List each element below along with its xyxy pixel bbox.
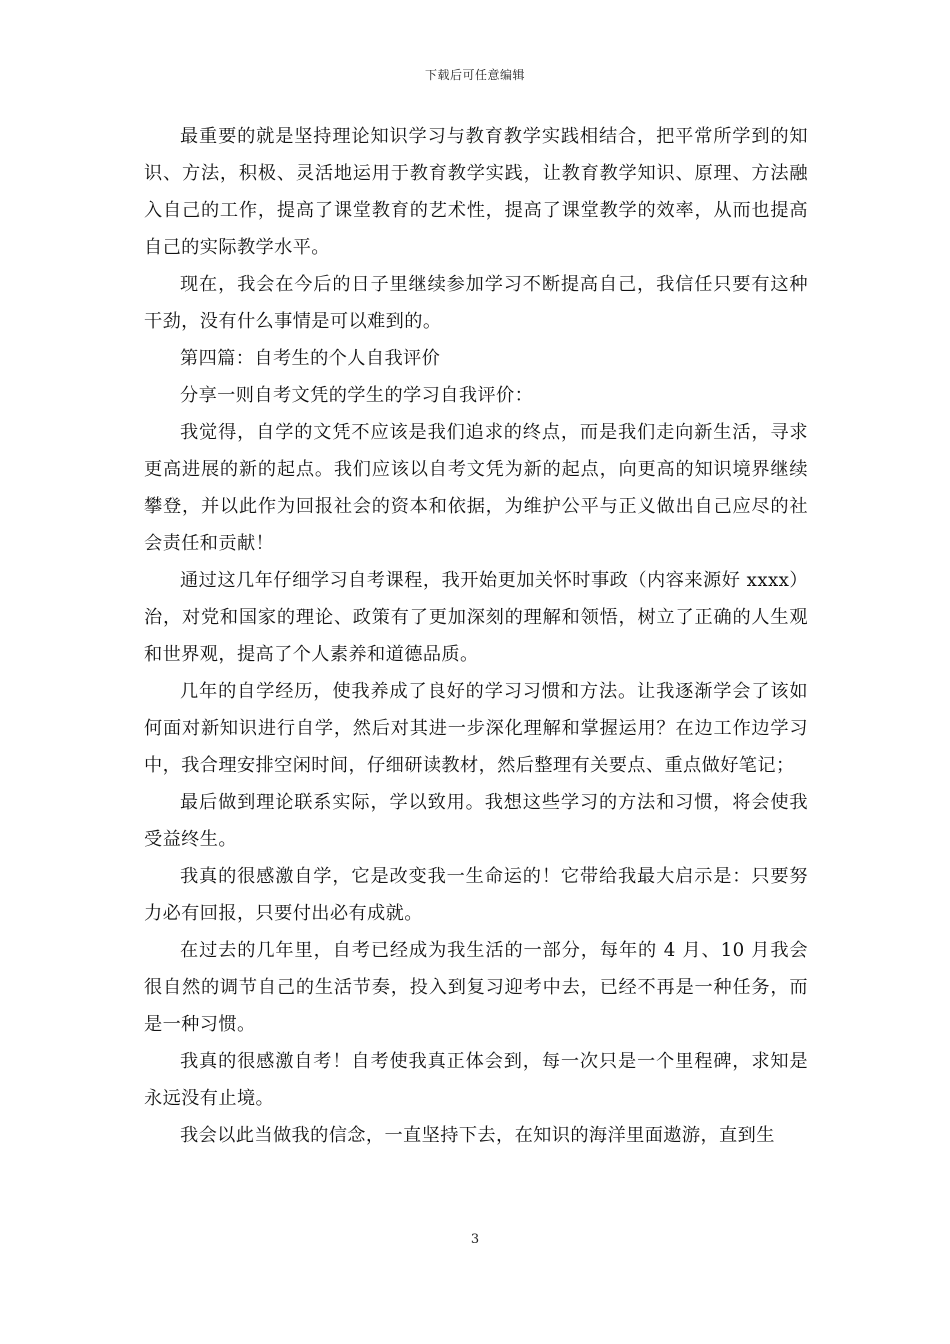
document-body: [144, 118, 808, 1154]
paragraph: 通过这几年仔细学习自考课程，我开始更加关怀时事政（内容来源好 xxxx）治，对党和国家的理论、政策有了更加深刻的理解和领悟，树立了正确的人生观和世界观，提高了个人素养和道德品质。: [144, 570, 808, 665]
paragraph: 我会以此当做我的信念，一直坚持下去，在知识的海洋里面遨游，直到生: [180, 1125, 775, 1146]
paragraph: 现在，我会在今后的日子里继续参加学习不断提高自己，我信任只要有这种干劲，没有什么事情是可以难到的。: [144, 274, 808, 332]
paragraph: 我真的很感激自考！自考使我真正体会到，每一次只是一个里程碑，求知是永远没有止境。: [144, 1051, 808, 1109]
paragraph: 我觉得，自学的文凭不应该是我们追求的终点，而是我们走向新生活，寻求更高进展的新的起点。我们应该以自考文凭为新的起点，向更高的知识境界继续攀登，并以此作为回报社会的资本和依据，为维护公平与正义做出自己应尽的社会责任和贡献！: [144, 422, 808, 554]
paragraph: 最后做到理论联系实际，学以致用。我想这些学习的方法和习惯，将会使我受益终生。: [144, 792, 808, 850]
paragraph: 几年的自学经历，使我养成了良好的学习习惯和方法。让我逐渐学会了该如何面对新知识进行自学，然后对其进一步深化理解和掌握运用？在边工作边学习中，我合理安排空闲时间，仔细研读教材，然后整理有关要点、重点做好笔记；: [144, 681, 808, 776]
page-number: 3: [470, 1232, 480, 1247]
paragraph: 最重要的就是坚持理论知识学习与教育教学实践相结合，把平常所学到的知识、方法，积极、灵活地运用于教育教学实践，让教育教学知识、原理、方法融入自己的工作，提高了课堂教育的艺术性，提高了课堂教学的效率，从而也提高自己的实际教学水平。: [144, 126, 808, 258]
page-header: 下载后可任意编辑: [424, 68, 525, 82]
paragraph: 分享一则自考文凭的学生的学习自我评价：: [180, 385, 534, 406]
section-heading: 第四篇：自考生的个人自我评价: [180, 348, 441, 369]
paragraph: 在过去的几年里，自考已经成为我生活的一部分，每年的 4 月、10 月我会很自然的调节自己的生活节奏，投入到复习迎考中去，已经不再是一种任务，而是一种习惯。: [144, 940, 808, 1035]
paragraph: 我真的很感激自学，它是改变我一生命运的！它带给我最大启示是：只要努力必有回报，只要付出必有成就。: [144, 866, 808, 924]
